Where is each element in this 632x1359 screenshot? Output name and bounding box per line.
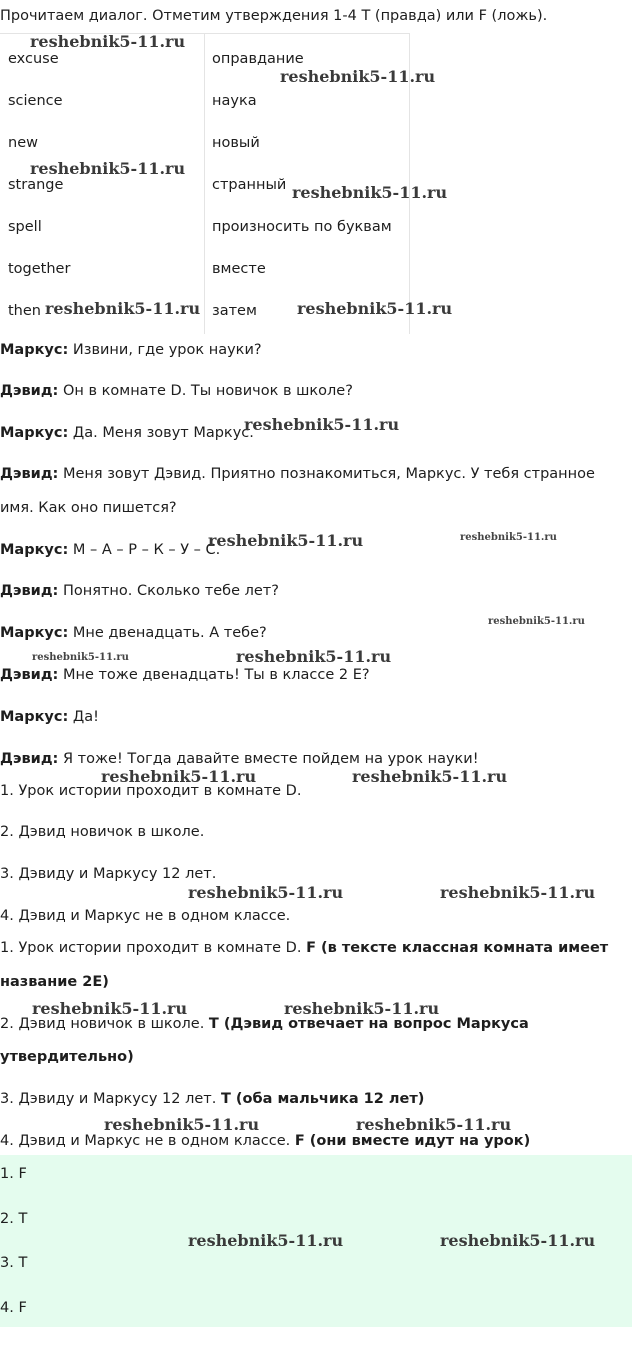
vocab-en: then <box>8 303 41 319</box>
speaker-name: Маркус: <box>0 342 69 358</box>
dialogue-line <box>0 465 595 483</box>
explanation-verdict: F (они вместе идут на урок) <box>294 1133 531 1149</box>
vocab-en: spell <box>8 219 42 235</box>
statement: 4. Дэвид и Маркус не в одном классе. <box>0 908 291 924</box>
vocab-ru: произносить по буквам <box>212 219 392 235</box>
vocab-ru: вместе <box>212 261 266 277</box>
watermark: reshebnik5-11.ru <box>188 883 344 902</box>
dialogue-text: Извини, где урок науки? <box>68 342 262 358</box>
speaker-name: Дэвид: <box>0 383 59 399</box>
statement: 1. Урок истории проходит в комнате D. <box>0 783 302 799</box>
vocab-en: science <box>8 93 63 109</box>
vocab-ru: оправдание <box>212 51 304 67</box>
dialogue-text: М – А – Р – К – У – С. <box>68 542 221 558</box>
explanation <box>0 1015 529 1033</box>
dialogue-line <box>0 424 254 442</box>
watermark: reshebnik5-11.ru <box>244 415 400 434</box>
speaker-name: Маркус: <box>0 542 69 558</box>
watermark: reshebnik5-11.ru <box>292 183 448 202</box>
watermark: reshebnik5-11.ru <box>208 531 364 550</box>
dialogue-line <box>0 582 279 600</box>
watermark: reshebnik5-11.ru <box>284 999 440 1018</box>
watermark: reshebnik5-11.ru <box>356 1115 512 1134</box>
speaker-name: Дэвид: <box>0 667 59 683</box>
vocab-ru: странный <box>212 177 287 193</box>
statement: 2. Дэвид новичок в школе. <box>0 824 205 840</box>
dialogue-line <box>0 541 220 559</box>
dialogue-line <box>0 341 262 359</box>
vocab-ru: новый <box>212 135 260 151</box>
answer-item: 2. T <box>0 1211 28 1227</box>
explanation <box>0 1132 530 1150</box>
watermark: reshebnik5-11.ru <box>30 32 186 51</box>
watermark: reshebnik5-11.ru <box>30 159 186 178</box>
vocabulary-table <box>0 33 410 334</box>
explanation-verdict: T (оба мальчика 12 лет) <box>220 1091 425 1107</box>
explanation-verdict-cont: утвердительно) <box>0 1049 134 1065</box>
explanation-statement: 2. Дэвид новичок в школе. <box>0 1016 209 1032</box>
dialogue-continuation: имя. Как оно пишется? <box>0 500 177 516</box>
watermark: reshebnik5-11.ru <box>101 767 257 786</box>
watermark: reshebnik5-11.ru <box>297 299 453 318</box>
statement: 3. Дэвиду и Маркусу 12 лет. <box>0 866 217 882</box>
dialogue-line <box>0 666 370 684</box>
dialogue-text: Да! <box>68 709 99 725</box>
explanation-statement: 3. Дэвиду и Маркусу 12 лет. <box>0 1091 221 1107</box>
watermark: reshebnik5-11.ru <box>440 883 596 902</box>
speaker-name: Маркус: <box>0 625 69 641</box>
dialogue-line <box>0 624 267 642</box>
watermark: reshebnik5-11.ru <box>188 1231 344 1250</box>
vocab-ru: наука <box>212 93 257 109</box>
vocab-en: strange <box>8 177 64 193</box>
explanation <box>0 939 608 957</box>
dialogue-text: Он в комнате D. Ты новичок в школе? <box>58 383 353 399</box>
speaker-name: Маркус: <box>0 425 69 441</box>
dialogue-line <box>0 750 479 768</box>
explanation-verdict: T (Дэвид отвечает на вопрос Маркуса <box>208 1016 529 1032</box>
answer-item: 3. T <box>0 1255 28 1271</box>
dialogue-text: Меня зовут Дэвид. Приятно познакомиться, Маркус. У тебя странное <box>58 466 595 482</box>
explanation <box>0 1090 424 1108</box>
watermark: reshebnik5-11.ru <box>104 1115 260 1134</box>
watermark: reshebnik5-11.ru <box>352 767 508 786</box>
table-divider <box>204 34 205 334</box>
speaker-name: Маркус: <box>0 709 69 725</box>
watermark: reshebnik5-11.ru <box>460 532 557 543</box>
answer-item: 4. F <box>0 1300 27 1316</box>
vocab-en: new <box>8 135 38 151</box>
vocab-en: excuse <box>8 51 59 67</box>
explanation-verdict: F (в тексте классная комната имеет <box>306 940 609 956</box>
watermark: reshebnik5-11.ru <box>32 652 129 663</box>
watermark: reshebnik5-11.ru <box>280 67 436 86</box>
vocab-en: together <box>8 261 71 277</box>
dialogue-line <box>0 708 99 726</box>
vocab-ru: затем <box>212 303 257 319</box>
instruction-text: Прочитаем диалог. Отметим утверждения 1-4 T (правда) или F (ложь). <box>0 8 548 24</box>
answer-item: 1. F <box>0 1166 27 1182</box>
watermark: reshebnik5-11.ru <box>440 1231 596 1250</box>
dialogue-line <box>0 382 353 400</box>
watermark: reshebnik5-11.ru <box>236 647 392 666</box>
dialogue-text: Мне тоже двенадцать! Ты в классе 2 E? <box>58 667 370 683</box>
dialogue-text: Мне двенадцать. А тебе? <box>68 625 267 641</box>
watermark: reshebnik5-11.ru <box>45 299 201 318</box>
explanation-statement: 4. Дэвид и Маркус не в одном классе. <box>0 1133 295 1149</box>
explanation-verdict-cont: название 2E) <box>0 974 109 990</box>
answers-box <box>0 1155 632 1327</box>
dialogue-text: Понятно. Сколько тебе лет? <box>58 583 279 599</box>
dialogue-text: Я тоже! Тогда давайте вместе пойдем на урок науки! <box>58 751 479 767</box>
explanation-statement: 1. Урок истории проходит в комнате D. <box>0 940 307 956</box>
speaker-name: Дэвид: <box>0 466 59 482</box>
watermark: reshebnik5-11.ru <box>32 999 188 1018</box>
explanation-continuation <box>0 973 109 991</box>
speaker-name: Дэвид: <box>0 751 59 767</box>
explanation-continuation <box>0 1048 134 1066</box>
watermark: reshebnik5-11.ru <box>488 616 585 627</box>
speaker-name: Дэвид: <box>0 583 59 599</box>
dialogue-text: Да. Меня зовут Маркус. <box>68 425 254 441</box>
